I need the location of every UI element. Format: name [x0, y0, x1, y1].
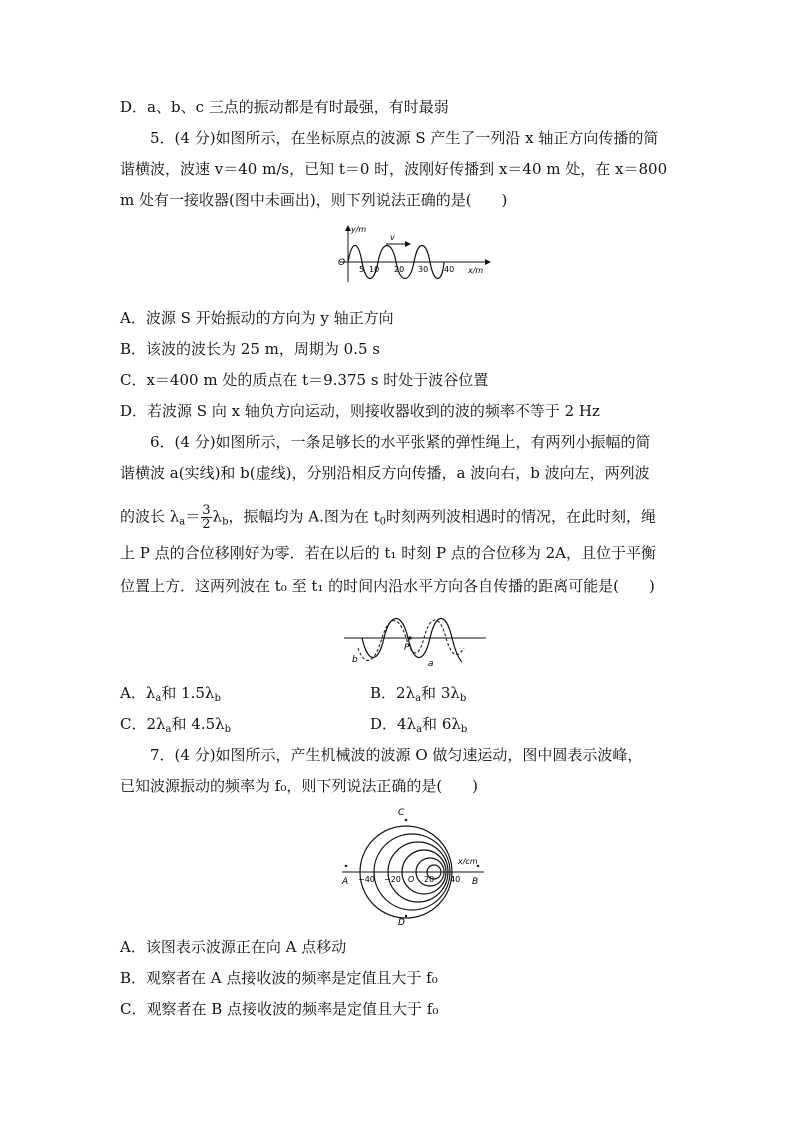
- q7-option-c: C．观察者在 B 点接收波的频率是定值且大于 f₀: [120, 1000, 439, 1018]
- q6-stem-line3: 的波长 $\lambda_a=$ $\frac{3}{2}$ $\lambda_b$，振幅均为 A.图为在 $t_0$时刻两列波相遇时的情况，在此时刻，绳: [120, 503, 657, 532]
- q5-option-d: D．若波源 S 向 x 轴负方向运动，则接收器收到的波的频率不等于 2 Hz: [120, 402, 600, 420]
- q5-stem-line2: 谐横波，波速 v＝40 m/s，已知 t＝0 时，波刚好传播到 x＝40 m 处，在 x＝800: [120, 160, 668, 178]
- q5-stem-line1: 5．(4 分)如图所示，在坐标原点的波源 S 产生了一列沿 x 轴正方向传播的简: [150, 129, 659, 147]
- q5-option-c: C．x＝400 m 处的质点在 t＝9.375 s 时处于波谷位置: [120, 371, 489, 389]
- q7-option-a: A．该图表示波源正在向 A 点移动: [120, 938, 347, 956]
- q6-label-a: a: [428, 659, 434, 669]
- q5-v-label: v: [390, 233, 395, 242]
- q4-option-d: D．a、b、c 三点的振动都是有时最强，有时最弱: [120, 98, 449, 116]
- q6-stem-line4: 上 P 点的合位移刚好为零．若在以后的 t₁ 时刻 P 点的合位移为 2A，且位于平衡: [120, 544, 656, 562]
- q7-label-d: D: [398, 918, 405, 926]
- q6-fraction: $\frac{3}{2}$: [202, 503, 211, 532]
- q6-option-a: A．$\lambda_a$和 $1.5\lambda_b$: [120, 684, 221, 704]
- q7-doppler-figure: [336, 804, 488, 926]
- q7-tick-40: 40: [450, 875, 461, 884]
- q5-origin-label: O: [338, 258, 346, 268]
- q5-tick-10: 10: [369, 265, 380, 274]
- q7-point-d: [405, 915, 407, 917]
- q7-tick-origin: O: [408, 875, 415, 884]
- q7-tick-neg40: −40: [358, 875, 375, 884]
- q6-label-b: b: [352, 655, 358, 665]
- q6-option-c: C．$2\lambda_a$和 $4.5\lambda_b$: [120, 715, 232, 735]
- q5-option-b: B．该波的波长为 25 m，周期为 0.5 s: [120, 340, 380, 358]
- q5-tick-40: 40: [444, 265, 455, 274]
- q7-option-b: B．观察者在 A 点接收波的频率是定值且大于 f₀: [120, 969, 438, 987]
- q5-option-a: A．波源 S 开始振动的方向为 y 轴正方向: [120, 309, 394, 327]
- q7-label-b: B: [472, 877, 479, 887]
- q7-label-a: A: [342, 877, 349, 887]
- q6-stem-line5: 位置上方．这两列波在 t₀ 至 t₁ 的时间内沿水平方向各自传播的距离可能是( ): [120, 577, 655, 595]
- q5-tick-20: 20: [394, 265, 405, 274]
- q6-option-b: B．$2\lambda_a$和 $3\lambda_b$: [370, 684, 467, 704]
- q6-point-p: [408, 636, 411, 639]
- q7-point-a: [345, 865, 347, 867]
- q5-wave-figure: [330, 220, 500, 286]
- q6-stem-line1: 6．(4 分)如图所示，一条足够长的水平张紧的弹性绳上，有两列小振幅的简: [150, 433, 651, 451]
- q6-option-d: D．$4\lambda_a$和 $6\lambda_b$: [370, 715, 468, 735]
- q7-point-c: [405, 819, 407, 821]
- q7-x-label: x/cm: [458, 857, 478, 866]
- q5-tick-30: 30: [418, 265, 429, 274]
- q5-stem-line3: m 处有一接收器(图中未画出)，则下列说法正确的是( ): [120, 191, 508, 209]
- q6-stem-line2: 谐横波 a(实线)和 b(虚线)，分别沿相反方向传播，a 波向右，b 波向左，两列波: [120, 464, 650, 482]
- q7-label-c: C: [398, 808, 405, 818]
- q7-stem-line2: 已知波源振动的频率为 f₀，则下列说法正确的是( ): [120, 777, 479, 795]
- q7-tick-20: 20: [424, 875, 435, 884]
- q7-tick-neg20: −20: [384, 875, 401, 884]
- q6-label-p: P: [404, 643, 410, 653]
- q5-x-label: x/m: [468, 266, 484, 275]
- q7-stem-line1: 7．(4 分)如图所示，产生机械波的波源 O 做匀速运动，图中圆表示波峰，: [150, 746, 643, 764]
- q6-wave-figure: [340, 608, 490, 670]
- q5-y-label: y/m: [351, 225, 367, 234]
- q5-tick-5: 5: [359, 265, 365, 274]
